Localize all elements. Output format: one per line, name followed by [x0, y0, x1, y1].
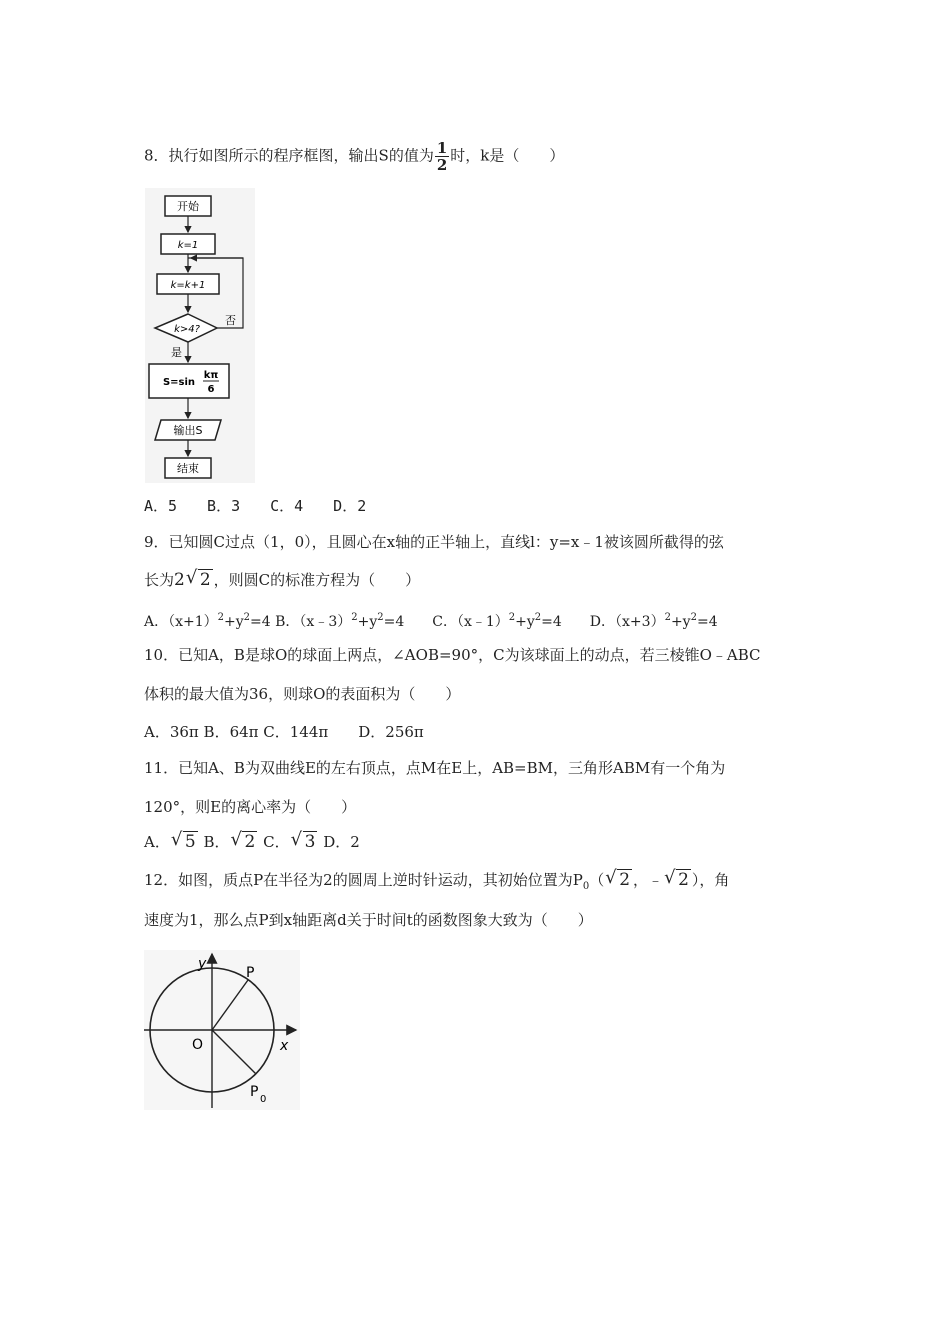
q9-sup-a2: 2 — [243, 612, 251, 623]
q11-optC: C． — [263, 833, 290, 851]
q9-optC3: =4 D．（x+3） — [541, 614, 665, 630]
q9-sup-c1: 2 — [508, 612, 516, 623]
q10-stem-line2: 体积的最大值为36，则球O的表面积为（ ） — [144, 685, 461, 703]
q9-text-pre: 长为 — [144, 571, 175, 589]
q11-radA: 5 — [184, 832, 196, 852]
flow-assign-num: kπ — [203, 370, 219, 381]
q11-stem-line2: 120°，则E的离心率为（ ） — [144, 798, 357, 816]
q9-sup-b2: 2 — [377, 612, 384, 623]
q12-stem-line1 — [144, 870, 729, 897]
q12-rad1: 2 — [619, 870, 631, 890]
q8-fraction — [435, 140, 449, 173]
q11-optB: B． — [203, 833, 230, 851]
flow-end-label: 结束 — [177, 462, 199, 475]
q11-stem-line1: 11．已知A、B为双曲线E的左右顶点，点M在E上，AB=BM，三角形ABM有一个角为 — [144, 759, 726, 777]
q11-sqrtB — [230, 832, 257, 852]
q9-stem-line1: 9．已知圆C过点（1，0），且圆心在x轴的正半轴上，直线l：y=x﹣1被该圆所截得的弦 — [144, 533, 724, 551]
flow-step-label: k=k+1 — [170, 280, 206, 291]
q9-optA3: =4 B．（x﹣3） — [250, 614, 352, 630]
q9-optB3: =4 C．（x﹣1） — [383, 614, 509, 630]
q9-text-post: ，则圆C的标准方程为（ ） — [213, 571, 421, 589]
q11-optA: A． — [144, 833, 170, 851]
q9-coef: 2 — [174, 570, 185, 590]
q12-label-p0: P — [250, 1084, 259, 1100]
q9-optA2: +y — [224, 614, 244, 630]
q11-sqrtC — [291, 832, 318, 852]
q12-figure — [144, 950, 300, 1110]
q9-optD3: =4 — [696, 614, 718, 630]
q9-optC2: +y — [515, 614, 535, 630]
flow-start-label: 开始 — [177, 200, 199, 213]
q11-radB: 2 — [244, 832, 256, 852]
q11-radC: 3 — [304, 832, 316, 852]
flow-cond-label: k>4? — [174, 324, 200, 335]
q9-options — [144, 608, 718, 632]
q12-label-y: y — [198, 956, 207, 972]
q9-sup-b1: 2 — [351, 612, 358, 623]
q12-rad2: 2 — [678, 870, 689, 890]
q12-comma: ，﹣ — [633, 871, 664, 889]
q12-text-pre: 12．如图，质点P在半径为2的圆周上逆时针运动，其初始位置为P — [144, 871, 583, 889]
flow-assign-den: 6 — [207, 384, 215, 395]
q12-label-x: x — [280, 1038, 289, 1054]
flow-init-label: k=1 — [177, 240, 199, 251]
q9-sup-d2: 2 — [690, 612, 697, 623]
q10-options: A．36π B．64π C．144π D．256π — [144, 723, 424, 741]
flow-assign-label: S=sin — [162, 377, 196, 388]
q9-sup-d1: 2 — [664, 612, 671, 623]
q11-sqrtA — [171, 832, 198, 852]
q12-sqrt1 — [605, 870, 632, 890]
q12-label-p: P — [246, 965, 255, 981]
q9-sup-a1: 2 — [217, 612, 225, 623]
q12-stem-line2: 速度为1，那么点P到x轴距离d关于时间t的函数图象大致为（ ） — [144, 911, 593, 929]
q8-options: A．5 B．3 C．4 D．2 — [144, 497, 367, 515]
q11-options — [144, 832, 360, 852]
q10-stem-line1: 10．已知A，B是球O的球面上两点，∠AOB=90°，C为该球面上的动点，若三棱锥O﹣ABC — [144, 646, 761, 664]
q12-sqrt2 — [664, 870, 691, 890]
q8-frac-den: 2 — [436, 156, 448, 174]
flow-output-label: 输出S — [173, 424, 203, 437]
q9-radicand: 2 — [199, 570, 211, 590]
q8-frac-num: 1 — [436, 139, 448, 157]
q12-text-mid: （ — [589, 871, 605, 889]
q8-text-after: 时，k是（ ） — [450, 146, 565, 165]
q12-label-p0-sub: 0 — [260, 1094, 267, 1105]
q12-p0-sub: 0 — [582, 881, 590, 892]
q11-optD: D．2 — [323, 833, 360, 851]
q8-flowchart — [145, 188, 255, 483]
flow-yes-label: 是 — [171, 346, 182, 359]
q12-label-o: O — [192, 1037, 204, 1053]
q8-stem — [144, 140, 564, 173]
q9-stem-line2 — [144, 570, 420, 590]
q9-optD2: +y — [670, 614, 691, 630]
q8-text-before: 8．执行如图所示的程序框图，输出S的值为 — [144, 146, 434, 165]
q9-optA: A．（x+1） — [144, 614, 218, 630]
flow-no-label: 否 — [225, 314, 236, 327]
q9-optB2: +y — [357, 614, 378, 630]
q9-sqrt — [186, 570, 213, 590]
q9-sup-c2: 2 — [534, 612, 542, 623]
q12-text-post: ），角 — [691, 871, 730, 889]
